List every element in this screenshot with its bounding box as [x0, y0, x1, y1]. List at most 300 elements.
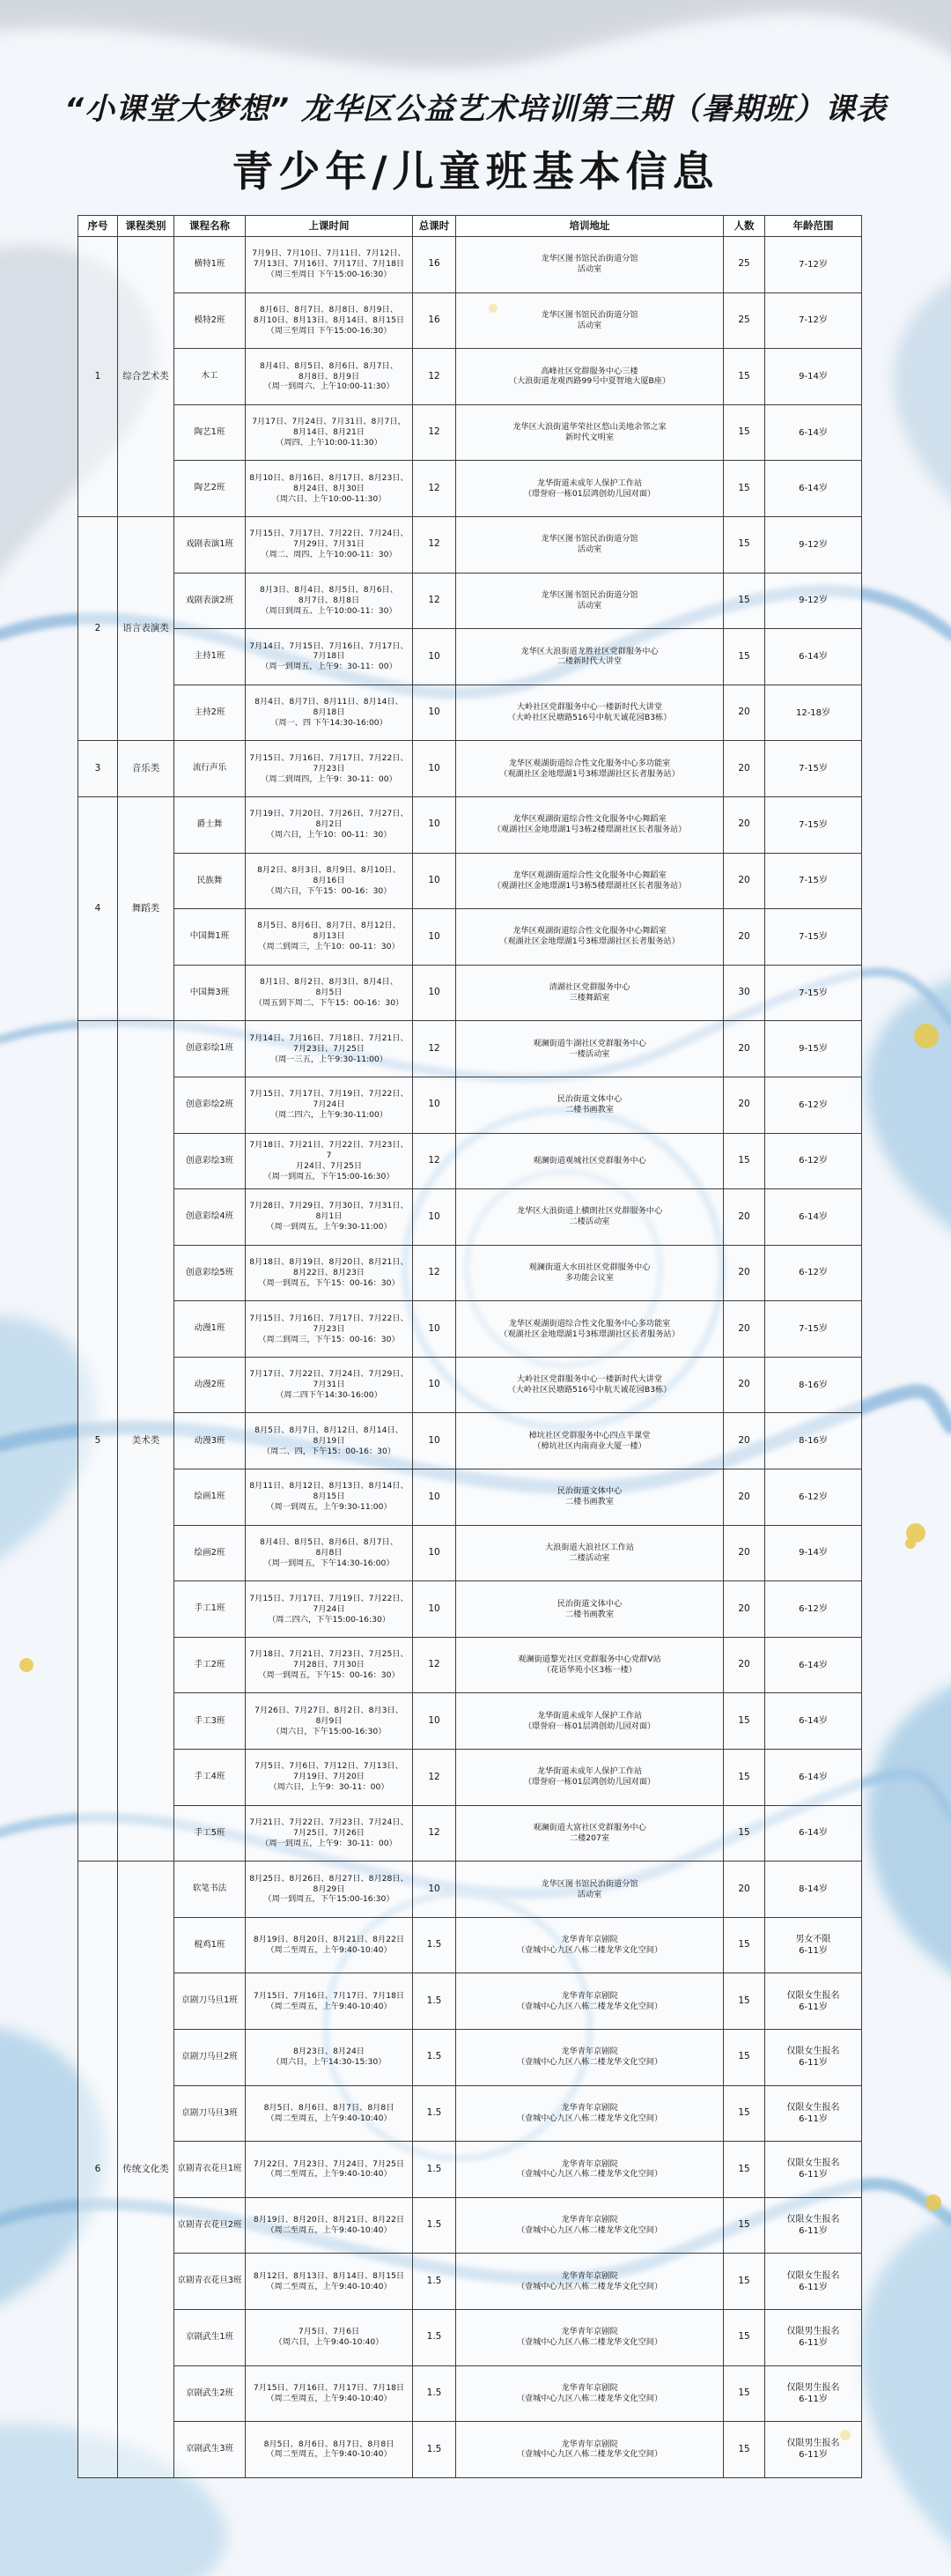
course-capacity: 20 — [724, 1581, 765, 1638]
course-time: 8月3日、8月4日、8月5日、8月6日、 8月7日、8月8日 （周日到周五、上午10:00-11：30） — [246, 573, 413, 629]
course-hours: 12 — [413, 1750, 456, 1806]
course-capacity: 15 — [724, 2085, 765, 2142]
course-time: 7月18日、7月21日、7月22日、7月23日、7 月24日、7月25日 （周一到周五，下午15:00-16:30） — [246, 1133, 413, 1189]
course-address: 龙华区图书馆民治街道分馆 活动室 — [456, 516, 724, 573]
course-address: 龙华区观湖街道综合性文化服务中心舞蹈室 （观湖社区金地璟湖1号3栋璟湖社区长者服务站） — [456, 909, 724, 966]
course-hours: 1.5 — [413, 1973, 456, 2030]
course-hours: 1.5 — [413, 2422, 456, 2478]
col-header-address: 培训地址 — [456, 216, 724, 237]
group-number: 1 — [78, 237, 118, 517]
course-name: 软笔书法 — [174, 1862, 246, 1918]
course-age-range: 仅限男生报名 6-11岁 — [765, 2309, 862, 2365]
course-time: 7月28日、7月29日、7月30日、7月31日、 8月1日 （周一到周五，上午9:30-11:00） — [246, 1189, 413, 1246]
page-subtitle: 青少年/儿童班基本信息 — [232, 148, 719, 196]
col-header-people: 人数 — [724, 216, 765, 237]
course-age-range: 仅限女生报名 6-11岁 — [765, 2085, 862, 2142]
table-row — [78, 1693, 862, 1750]
course-time: 7月15日、7月17日、7月19日、7月22日、 7月24日 （周二四六，上午9:30-11:00） — [246, 1077, 413, 1133]
course-hours: 1.5 — [413, 1917, 456, 1973]
group-category: 美术类 — [118, 1021, 174, 1862]
course-name: 爵士舞 — [174, 796, 246, 853]
course-address: 龙华区大浪街道上横朗社区党群服务中心 二楼活动室 — [456, 1189, 724, 1246]
course-address: 龙华区大浪街道龙胜社区党群服务中心 二楼新时代大讲堂 — [456, 629, 724, 685]
course-address: 观澜街道大水田社区党群服务中心 多功能会议室 — [456, 1245, 724, 1301]
table-row — [78, 1750, 862, 1806]
course-address: 龙华街道未成年人保护工作站 （璟誉府一栋01层鸿创幼儿园对面） — [456, 461, 724, 517]
course-capacity: 20 — [724, 1245, 765, 1301]
group-number: 4 — [78, 796, 118, 1020]
course-address: 樟坑社区党群服务中心四点半课堂 （樟坑社区内南商业大厦一楼） — [456, 1413, 724, 1469]
course-age-range: 6-14岁 — [765, 1189, 862, 1246]
group-category: 语言表演类 — [118, 516, 174, 740]
course-capacity: 30 — [724, 965, 765, 1021]
course-capacity: 20 — [724, 853, 765, 909]
course-hours: 12 — [413, 404, 456, 461]
course-capacity: 15 — [724, 2142, 765, 2198]
table-row — [78, 404, 862, 461]
course-age-range: 6-14岁 — [765, 1750, 862, 1806]
course-hours: 10 — [413, 741, 456, 797]
course-time: 7月5日、7月6日 （周六日，上午9:40-10:40） — [246, 2309, 413, 2365]
course-age-range: 6-14岁 — [765, 1637, 862, 1693]
table-row — [78, 965, 862, 1021]
course-name: 动漫2班 — [174, 1357, 246, 1413]
course-address: 龙华青年京剧院 （壹城中心九区八栋二楼龙华文化空间） — [456, 2422, 724, 2478]
course-time: 8月4日、8月7日、8月11日、8月14日、 8月18日 （周一、四 下午14:30-16:00） — [246, 685, 413, 741]
course-name: 模特2班 — [174, 292, 246, 349]
course-capacity: 15 — [724, 404, 765, 461]
group-category: 舞蹈类 — [118, 796, 174, 1020]
course-time: 8月10日、8月16日、8月17日、8月23日、 8月24日、8月30日 （周六日、上午10:00-11:30） — [246, 461, 413, 517]
schedule-table — [77, 215, 862, 2478]
course-age-range: 9-12岁 — [765, 573, 862, 629]
course-hours: 10 — [413, 1413, 456, 1469]
course-hours: 10 — [413, 1581, 456, 1638]
course-capacity: 15 — [724, 2309, 765, 2365]
course-age-range: 9-14岁 — [765, 1525, 862, 1581]
course-age-range: 12-18岁 — [765, 685, 862, 741]
course-age-range: 6-14岁 — [765, 629, 862, 685]
course-hours: 1.5 — [413, 2254, 456, 2310]
course-name: 京剧武生1班 — [174, 2309, 246, 2365]
course-time: 8月23日、8月24日 （周六日，上午14:30-15:30） — [246, 2030, 413, 2086]
course-hours: 10 — [413, 1357, 456, 1413]
table-row — [78, 741, 862, 797]
course-hours: 12 — [413, 1637, 456, 1693]
course-address: 龙华区观湖街道综合性文化服务中心舞蹈室 （观湖社区金地璟湖1号3栋5楼璟湖社区长者服务站） — [456, 853, 724, 909]
course-capacity: 15 — [724, 1133, 765, 1189]
course-time: 7月26日、7月27日、8月2日、8月3日、 8月9日 （周六日，下午15:00-16:30） — [246, 1693, 413, 1750]
course-time: 7月21日、7月22日、7月23日、7月24日、 7月25日、7月26日 （周一到周五，上午9：30-11：00） — [246, 1805, 413, 1862]
course-age-range: 6-12岁 — [765, 1469, 862, 1526]
table-row — [78, 853, 862, 909]
table-row — [78, 1469, 862, 1526]
course-age-range: 仅限女生报名 6-11岁 — [765, 1973, 862, 2030]
course-age-range: 7-12岁 — [765, 292, 862, 349]
course-name: 京剧青衣花旦3班 — [174, 2254, 246, 2310]
course-name: 手工5班 — [174, 1805, 246, 1862]
course-capacity: 20 — [724, 796, 765, 853]
course-address: 龙华区图书馆民治街道分馆 活动室 — [456, 573, 724, 629]
course-hours: 12 — [413, 1133, 456, 1189]
course-time: 8月5日、8月7日、8月12日、8月14日、 8月19日 （周二、四，下午15：00-16：30） — [246, 1413, 413, 1469]
course-time: 7月15日、7月17日、7月22日、7月24日、 7月29日、7月31日 （周二、周四、上午10:00-11：30） — [246, 516, 413, 573]
table-row — [78, 796, 862, 853]
course-capacity: 15 — [724, 2197, 765, 2254]
course-hours: 10 — [413, 1301, 456, 1358]
table-row — [78, 629, 862, 685]
course-name: 流行声乐 — [174, 741, 246, 797]
course-address: 龙华青年京剧院 （壹城中心九区八栋二楼龙华文化空间） — [456, 2254, 724, 2310]
course-time: 7月18日、7月21日、7月23日、7月25日、 7月28日、7月30日 （周一到周五，下午15：00-16：30） — [246, 1637, 413, 1693]
table-row — [78, 1301, 862, 1358]
table-row — [78, 1525, 862, 1581]
course-age-range: 7-15岁 — [765, 853, 862, 909]
course-address: 龙华青年京剧院 （壹城中心九区八栋二楼龙华文化空间） — [456, 2030, 724, 2086]
course-age-range: 8-16岁 — [765, 1357, 862, 1413]
course-address: 龙华区大浪街道华荣社区悠山美地余邻之家 新时代文明室 — [456, 404, 724, 461]
course-capacity: 20 — [724, 1413, 765, 1469]
course-address: 龙华青年京剧院 （壹城中心九区八栋二楼龙华文化空间） — [456, 2365, 724, 2422]
course-name: 京剧刀马旦3班 — [174, 2085, 246, 2142]
course-hours: 12 — [413, 573, 456, 629]
course-name: 主持2班 — [174, 685, 246, 741]
course-hours: 10 — [413, 1862, 456, 1918]
course-age-range: 7-15岁 — [765, 1301, 862, 1358]
course-address: 观澜街道大富社区党群服务中心 二楼207室 — [456, 1805, 724, 1862]
course-address: 龙华区图书馆民治街道分馆 活动室 — [456, 1862, 724, 1918]
course-name: 创意彩绘4班 — [174, 1189, 246, 1246]
course-name: 京剧刀马旦2班 — [174, 2030, 246, 2086]
course-address: 龙华区观湖街道综合性文化服务中心舞蹈室 （观湖社区金地璟湖1号3栋2楼璟湖社区长者服务站） — [456, 796, 724, 853]
course-name: 民族舞 — [174, 853, 246, 909]
schedule-sheet — [77, 215, 861, 2478]
table-row — [78, 573, 862, 629]
course-capacity: 20 — [724, 1077, 765, 1133]
table-row — [78, 2254, 862, 2310]
course-capacity: 20 — [724, 1021, 765, 1077]
course-hours: 16 — [413, 237, 456, 293]
table-row — [78, 1133, 862, 1189]
table-row — [78, 2197, 862, 2254]
course-time: 7月17日、7月24日、7月31日、8月7日， 8月14日、8月21日 （周四、上午10:00-11:30） — [246, 404, 413, 461]
course-name: 京剧刀马旦1班 — [174, 1973, 246, 2030]
course-capacity: 20 — [724, 1862, 765, 1918]
course-age-range: 仅限女生报名 6-11岁 — [765, 2197, 862, 2254]
course-age-range: 8-16岁 — [765, 1413, 862, 1469]
course-time: 7月15日、7月16日、7月17日、7月22日、 7月23日 （周二到周四，上午9：30-11：00） — [246, 741, 413, 797]
course-age-range: 仅限男生报名 6-11岁 — [765, 2365, 862, 2422]
course-age-range: 仅限女生报名 6-11岁 — [765, 2254, 862, 2310]
table-row — [78, 2142, 862, 2198]
course-age-range: 7-15岁 — [765, 965, 862, 1021]
course-address: 龙华青年京剧院 （壹城中心九区八栋二楼龙华文化空间） — [456, 2309, 724, 2365]
course-time: 8月6日、8月7日、8月8日、8月9日、 8月10日、8月13日、8月14日、8月15日 （周三至周日 下午15:00-16:30） — [246, 292, 413, 349]
table-row — [78, 1357, 862, 1413]
col-header-category: 课程类别 — [118, 216, 174, 237]
group-number: 3 — [78, 741, 118, 797]
course-address: 龙华青年京剧院 （壹城中心九区八栋二楼龙华文化空间） — [456, 2142, 724, 2198]
course-address: 大浪街道大浪社区工作站 二楼活动室 — [456, 1525, 724, 1581]
course-capacity: 20 — [724, 1357, 765, 1413]
course-capacity: 15 — [724, 629, 765, 685]
course-age-range: 9-15岁 — [765, 1021, 862, 1077]
course-time: 7月15日、7月16日、7月17日、7月18日 （周二至周五，上午9:40-10:40） — [246, 2365, 413, 2422]
course-address: 龙华青年京剧院 （壹城中心九区八栋二楼龙华文化空间） — [456, 2197, 724, 2254]
course-hours: 1.5 — [413, 2197, 456, 2254]
course-hours: 10 — [413, 629, 456, 685]
group-number: 5 — [78, 1021, 118, 1862]
course-age-range: 仅限女生报名 6-11岁 — [765, 2142, 862, 2198]
course-capacity: 15 — [724, 1917, 765, 1973]
table-row — [78, 685, 862, 741]
course-address: 观澜街道观城社区党群服务中心 — [456, 1133, 724, 1189]
course-capacity: 25 — [724, 292, 765, 349]
table-row — [78, 909, 862, 966]
course-capacity: 15 — [724, 573, 765, 629]
course-age-range: 男女不限 6-11岁 — [765, 1917, 862, 1973]
course-address: 民治街道文体中心 二楼书画教室 — [456, 1581, 724, 1638]
course-name: 创意彩绘1班 — [174, 1021, 246, 1077]
course-name: 绘画1班 — [174, 1469, 246, 1526]
course-capacity: 20 — [724, 1301, 765, 1358]
table-row — [78, 292, 862, 349]
course-time: 7月15日、7月17日、7月19日、7月22日、 7月24日 （周二四六，下午15:00-16:30） — [246, 1581, 413, 1638]
col-header-age: 年龄范围 — [765, 216, 862, 237]
course-time: 8月5日、8月6日、8月7日、8月12日、 8月13日 （周二到周三，上午10：00-11：30） — [246, 909, 413, 966]
course-name: 主持1班 — [174, 629, 246, 685]
course-name: 棍鸡1班 — [174, 1917, 246, 1973]
course-name: 京剧武生2班 — [174, 2365, 246, 2422]
group-number: 6 — [78, 1862, 118, 2478]
course-address: 龙华区图书馆民治街道分馆 活动室 — [456, 237, 724, 293]
table-row — [78, 1973, 862, 2030]
course-capacity: 25 — [724, 237, 765, 293]
col-header-time: 上课时间 — [246, 216, 413, 237]
course-name: 手工4班 — [174, 1750, 246, 1806]
course-age-range: 6-12岁 — [765, 1133, 862, 1189]
course-address: 大岭社区党群服务中心一楼新时代大讲堂 （大岭社区民塘路516号中航天诚花园B3栋） — [456, 1357, 724, 1413]
course-name: 横特1班 — [174, 237, 246, 293]
course-hours: 1.5 — [413, 2365, 456, 2422]
course-address: 清湖社区党群服务中心 三楼舞蹈室 — [456, 965, 724, 1021]
course-hours: 12 — [413, 1805, 456, 1862]
course-capacity: 15 — [724, 2365, 765, 2422]
course-time: 8月2日、8月3日、8月9日、8月10日、 8月16日 （周六日，下午15：00-16：30） — [246, 853, 413, 909]
course-capacity: 20 — [724, 1637, 765, 1693]
course-capacity: 15 — [724, 461, 765, 517]
course-address: 龙华街道未成年人保护工作站 （璟誉府一栋01层鸿创幼儿园对面） — [456, 1750, 724, 1806]
course-name: 戏剧表演2班 — [174, 573, 246, 629]
course-name: 创意彩绘5班 — [174, 1245, 246, 1301]
course-name: 戏剧表演1班 — [174, 516, 246, 573]
course-name: 京剧武生3班 — [174, 2422, 246, 2478]
course-hours: 12 — [413, 516, 456, 573]
course-hours: 1.5 — [413, 2142, 456, 2198]
table-row — [78, 1805, 862, 1862]
course-capacity: 20 — [724, 1525, 765, 1581]
course-address: 民治街道文体中心 二楼书画教室 — [456, 1077, 724, 1133]
course-hours: 12 — [413, 1021, 456, 1077]
course-name: 京剧青衣花旦2班 — [174, 2197, 246, 2254]
course-hours: 10 — [413, 853, 456, 909]
course-name: 中国舞3班 — [174, 965, 246, 1021]
course-name: 动漫3班 — [174, 1413, 246, 1469]
course-capacity: 15 — [724, 2030, 765, 2086]
col-header-course: 课程名称 — [174, 216, 246, 237]
course-capacity: 20 — [724, 1189, 765, 1246]
course-capacity: 15 — [724, 1973, 765, 2030]
course-name: 绘画2班 — [174, 1525, 246, 1581]
course-capacity: 15 — [724, 1805, 765, 1862]
course-hours: 10 — [413, 1693, 456, 1750]
course-age-range: 仅限男生报名 6-11岁 — [765, 2422, 862, 2478]
course-time: 8月12日、8月13日、8月14日、8月15日 （周二至周五，上午9:40-10:40） — [246, 2254, 413, 2310]
course-name: 创意彩绘2班 — [174, 1077, 246, 1133]
col-header-hours: 总课时 — [413, 216, 456, 237]
table-row — [78, 349, 862, 405]
course-hours: 12 — [413, 461, 456, 517]
course-capacity: 20 — [724, 909, 765, 966]
course-address: 大岭社区党群服务中心一楼新时代大讲堂 （大岭社区民塘路516号中航天诚花园B3栋） — [456, 685, 724, 741]
course-time: 7月15日、7月16日、7月17日、7月22日、 7月23日 （周二到周三，下午15：00-16：30） — [246, 1301, 413, 1358]
table-row — [78, 1862, 862, 1918]
table-row — [78, 1581, 862, 1638]
course-address: 民治街道文体中心 二楼书画教室 — [456, 1469, 724, 1526]
course-address: 龙华青年京剧院 （壹城中心九区八栋二楼龙华文化空间） — [456, 1973, 724, 2030]
page-title: “小课堂大梦想” 龙华区公益艺术培训第三期（暑期班）课表 — [64, 92, 887, 127]
course-age-range: 6-12岁 — [765, 1245, 862, 1301]
course-age-range: 9-12岁 — [765, 516, 862, 573]
course-address: 龙华区观湖街道综合性文化服务中心多功能室 （观湖社区金地璟湖1号3栋璟湖社区长者服务站） — [456, 741, 724, 797]
course-time: 8月25日、8月26日、8月27日、8月28日、 8月29日 （周一到周五，下午15:00-16:30） — [246, 1862, 413, 1918]
group-category: 音乐类 — [118, 741, 174, 797]
course-time: 8月4日、8月5日、8月6日、8月7日、 8月8日、8月9日 （周一到周六、上午10:00-11:30） — [246, 349, 413, 405]
course-time: 7月15日、7月16日、7月17日、7月18日 （周二至周五，上午9:40-10:40） — [246, 1973, 413, 2030]
course-time: 7月14日、7月15日、7月16日、7月17日、 7月18日 （周一到周五，上午9：30-11：00） — [246, 629, 413, 685]
course-time: 7月9日、7月10日、7月11日、7月12日、 7月13日、7月16日、7月17日、7月18日 （周三至周日 下午15:00-16:30） — [246, 237, 413, 293]
course-capacity: 20 — [724, 685, 765, 741]
course-capacity: 15 — [724, 349, 765, 405]
course-time: 8月11日、8月12日、8月13日、8月14日、 8月15日 （周一到周五，上午9:30-11:00） — [246, 1469, 413, 1526]
group-category: 传统文化类 — [118, 1862, 174, 2478]
course-address: 观澜街道牛湖社区党群服务中心 一楼活动室 — [456, 1021, 724, 1077]
course-capacity: 20 — [724, 1469, 765, 1526]
course-age-range: 8-14岁 — [765, 1862, 862, 1918]
course-hours: 1.5 — [413, 2309, 456, 2365]
course-name: 手工2班 — [174, 1637, 246, 1693]
course-time: 8月1日、8月2日、8月3日、8月4日、 8月5日 （周五到下周二、下午15：00-16：30） — [246, 965, 413, 1021]
course-address: 龙华区图书馆民治街道分馆 活动室 — [456, 292, 724, 349]
course-age-range: 7-12岁 — [765, 237, 862, 293]
course-name: 中国舞1班 — [174, 909, 246, 966]
course-time: 8月5日、8月6日、8月7日、8月8日 （周二至周五，上午9:40-10:40） — [246, 2085, 413, 2142]
course-hours: 10 — [413, 1469, 456, 1526]
table-row — [78, 2422, 862, 2478]
course-capacity: 15 — [724, 2254, 765, 2310]
table-row — [78, 461, 862, 517]
course-age-range: 7-15岁 — [765, 741, 862, 797]
course-age-range: 9-14岁 — [765, 349, 862, 405]
course-hours: 10 — [413, 1189, 456, 1246]
course-address: 龙华青年京剧院 （壹城中心九区八栋二楼龙华文化空间） — [456, 1917, 724, 1973]
course-capacity: 15 — [724, 1750, 765, 1806]
table-row — [78, 2309, 862, 2365]
course-hours: 1.5 — [413, 2085, 456, 2142]
course-name: 手工1班 — [174, 1581, 246, 1638]
course-time: 7月5日、7月6日、7月12日、7月13日、 7月19日、7月20日 （周六日，上午9：30-11：00） — [246, 1750, 413, 1806]
course-hours: 10 — [413, 1525, 456, 1581]
course-hours: 10 — [413, 1077, 456, 1133]
course-age-range: 仅限女生报名 6-11岁 — [765, 2030, 862, 2086]
course-time: 8月4日、8月5日、8月6日、8月7日、 8月8日 （周一到周五，下午14:30-16:00） — [246, 1525, 413, 1581]
table-header-row — [78, 216, 862, 237]
table-row — [78, 1413, 862, 1469]
table-row — [78, 516, 862, 573]
course-address: 龙华区观湖街道综合性文化服务中心多功能室 （观湖社区金地璟湖1号3栋璟湖社区长者服务站） — [456, 1301, 724, 1358]
course-age-range: 6-14岁 — [765, 1805, 862, 1862]
course-time: 8月5日、8月6日、8月7日、8月8日 （周二至周五，上午9:40-10:40） — [246, 2422, 413, 2478]
course-age-range: 6-14岁 — [765, 1693, 862, 1750]
course-name: 京剧青衣花旦1班 — [174, 2142, 246, 2198]
course-name: 陶艺2班 — [174, 461, 246, 517]
course-address: 高峰社区党群服务中心三楼 （大浪街道龙观西路99号中夏智地大厦B座） — [456, 349, 724, 405]
course-time: 8月19日、8月20日、8月21日、8月22日 （周二至周五，上午9:40-10:40） — [246, 1917, 413, 1973]
table-row — [78, 2365, 862, 2422]
course-hours: 10 — [413, 796, 456, 853]
course-age-range: 6-12岁 — [765, 1581, 862, 1638]
course-time: 7月19日、7月20日、7月26日、7月27日、 8月2日 （周六日，上午10：00-11：30） — [246, 796, 413, 853]
table-row — [78, 237, 862, 293]
col-header-no: 序号 — [78, 216, 118, 237]
course-name: 手工3班 — [174, 1693, 246, 1750]
course-hours: 16 — [413, 292, 456, 349]
course-hours: 1.5 — [413, 2030, 456, 2086]
table-row — [78, 1077, 862, 1133]
course-time: 7月22日、7月23日、7月24日、7月25日 （周二至周五，上午9:40-10:40） — [246, 2142, 413, 2198]
course-address: 龙华街道未成年人保护工作站 （璟誉府一栋01层鸿创幼儿园对面） — [456, 1693, 724, 1750]
course-age-range: 7-15岁 — [765, 909, 862, 966]
course-age-range: 6-12岁 — [765, 1077, 862, 1133]
course-hours: 10 — [413, 685, 456, 741]
course-capacity: 15 — [724, 1693, 765, 1750]
table-row — [78, 1021, 862, 1077]
course-age-range: 6-14岁 — [765, 461, 862, 517]
course-capacity: 15 — [724, 2422, 765, 2478]
course-hours: 10 — [413, 965, 456, 1021]
course-age-range: 6-14岁 — [765, 404, 862, 461]
course-hours: 12 — [413, 349, 456, 405]
course-hours: 12 — [413, 1245, 456, 1301]
group-number: 2 — [78, 516, 118, 740]
course-time: 8月18日、8月19日、8月20日、8月21日、 8月22日、8月23日 （周一到周五，下午15：00-16：30） — [246, 1245, 413, 1301]
course-time: 7月14日、7月16日、7月18日、7月21日、 7月23日、7月25日 （周一三五，上午9:30-11:00） — [246, 1021, 413, 1077]
course-name: 陶艺1班 — [174, 404, 246, 461]
table-body — [78, 237, 862, 2478]
table-row — [78, 2030, 862, 2086]
table-row — [78, 1245, 862, 1301]
course-time: 8月19日、8月20日、8月21日、8月22日 （周二至周五，上午9:40-10:40） — [246, 2197, 413, 2254]
course-capacity: 20 — [724, 741, 765, 797]
table-row — [78, 1917, 862, 1973]
course-name: 动漫1班 — [174, 1301, 246, 1358]
course-hours: 10 — [413, 909, 456, 966]
course-name: 创意彩绘3班 — [174, 1133, 246, 1189]
table-row — [78, 2085, 862, 2142]
course-age-range: 7-15岁 — [765, 796, 862, 853]
group-category: 综合艺术类 — [118, 237, 174, 517]
table-row — [78, 1637, 862, 1693]
